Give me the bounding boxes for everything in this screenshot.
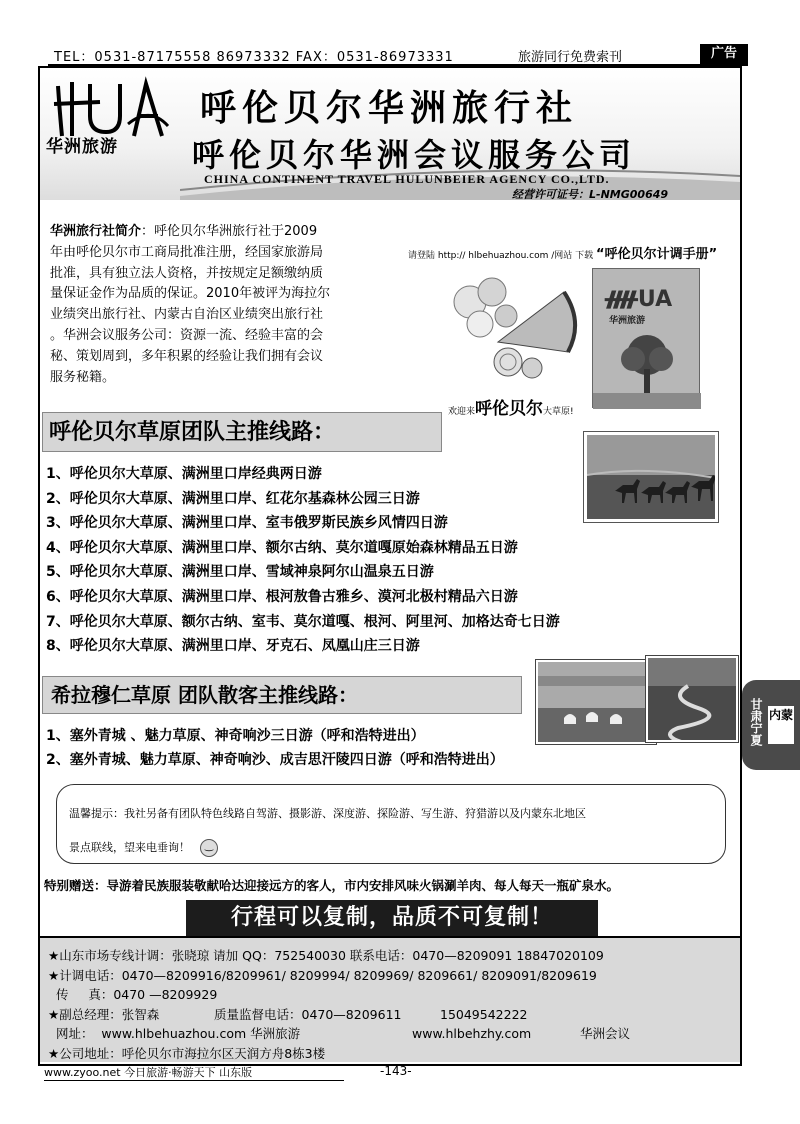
route-item: 3、呼伦贝尔大草原、满洲里口岸、室韦俄罗斯民族乡风情四日游: [46, 515, 448, 532]
contact-line: ★山东市场专线计调：张晓琼 请加 QQ：752540030 联系电话：0470—8209091 18847020109: [48, 948, 604, 963]
river-grassland-photo: [646, 656, 738, 742]
hulunbuir-route-list: [46, 462, 560, 659]
slogan-banner: 行程可以复制，品质不可复制！: [186, 900, 598, 936]
xilamuren-route-list: [46, 724, 504, 772]
region-tab-regions: 甘肃宁夏: [749, 698, 763, 746]
handbook-cover-image: [592, 268, 700, 408]
horses-photo: [584, 432, 718, 522]
free-catalog-text: 旅游同行免费索刊: [518, 50, 623, 65]
tips-line-2: 景点联线，望来电垂询！‿: [69, 831, 725, 865]
tips-box: [56, 784, 726, 864]
book-logo-text: 华洲旅游: [609, 316, 646, 326]
intro-line: 秘、策划周到，多年积累的经验让我们拥有会议: [50, 348, 324, 364]
route-item: 5、呼伦贝尔大草原、满洲里口岸、雪域神泉阿尔山温泉五日游: [46, 564, 434, 581]
agency-english-name: CHINA CONTINENT TRAVEL HULUNBEIER AGENCY CO.,LTD.: [204, 172, 610, 186]
route-item: 1、呼伦贝尔大草原、满洲里口岸经典两日游: [46, 466, 322, 482]
special-gift-text: 特别赠送：导游着民族服装敬献哈达迎接远方的客人，市内安排风味火锅涮羊肉、每人每天一瓶矿泉水。: [44, 878, 620, 893]
contact-line: 传 真：0470 —8209929: [48, 987, 218, 1003]
route-item: 2、塞外青城、魅力草原、神奇响沙、成吉思汗陵四日游（呼和浩特进出）: [46, 752, 504, 768]
intro-line: 批准，具有独立法人资格，并按规定足额缴纳质: [50, 265, 324, 281]
region-side-tab: [742, 680, 800, 770]
contact-line: 网址： www.hlbehuazhou.com 华洲旅游 www.hlbehzhy.com 华洲会议: [48, 1026, 631, 1042]
welcome-place: 呼伦贝尔: [475, 399, 544, 419]
intro-paragraph: [50, 222, 410, 388]
section-hulunbuir-routes-title: 呼伦贝尔草原团队主推线路：: [42, 412, 442, 452]
balloon-cone-illustration: [448, 272, 584, 390]
intro-line: 年由呼伦贝尔市工商局批准注册，经国家旅游局: [50, 244, 324, 260]
download-note: 请登陆 http:// hlbehuazhou.com /网站 下载 “呼伦贝尔计调手册”: [408, 247, 718, 262]
tree-icon: [593, 329, 701, 409]
welcome-caption: 欢迎来呼伦贝尔大草原!: [448, 399, 574, 419]
page-number: -143-: [380, 1064, 412, 1078]
book-logo-mark: ᚎUA: [605, 287, 673, 312]
intro-heading: 华洲旅行社简介: [50, 224, 142, 239]
region-tab-province: 内蒙: [768, 706, 794, 744]
yurt-grassland-photo: [536, 660, 656, 744]
tel-fax-text: TEL：0531-87175558 86973332 FAX：0531-86973331: [54, 50, 454, 65]
contact-line: ★副总经理：张智森 质量监督电话：0470—8209611 15049542222: [48, 1006, 528, 1022]
license-number: 经营许可证号：L-NMG00649: [512, 188, 669, 201]
intro-line: 业绩突出旅行社、内蒙古自治区业绩突出旅行社: [50, 307, 324, 323]
intro-line: 量保证金作为品质的保证。2010年被评为海拉尔: [50, 286, 331, 302]
route-item: 1、塞外青城 、魅力草原、神奇响沙三日游（呼和浩特进出）: [46, 728, 425, 744]
contact-line: ★公司地址：呼伦贝尔市海拉尔区天润方舟8栋3楼: [48, 1045, 326, 1061]
contact-line: ★计调电话：0470—8209916/8209961/ 8209994/ 8209969/ 8209661/ 8209091/8209619: [48, 967, 597, 983]
horses-scene-icon: [587, 435, 718, 522]
route-item: 8、呼伦贝尔大草原、满洲里口岸、牙克石、凤凰山庄三日游: [46, 638, 420, 655]
route-item: 2、呼伦贝尔大草原、满洲里口岸、红花尔基森林公园三日游: [46, 490, 420, 507]
footer-rule: [44, 1080, 344, 1081]
smiley-icon: [200, 839, 218, 857]
intro-line: 服务秘籍。: [50, 369, 116, 385]
conference-company-title: 呼伦贝尔华洲会议服务公司: [192, 136, 637, 174]
contact-panel: [40, 936, 740, 1062]
intro-line: 。华洲会议服务公司：资源一流、经验丰富的会: [50, 327, 324, 343]
route-item: 6、呼伦贝尔大草原、满洲里口岸、根河敖鲁古雅乡、漠河北极村精品六日游: [46, 588, 518, 605]
yurt-scene-icon: [538, 662, 656, 744]
handbook-title: “呼伦贝尔计调手册”: [596, 247, 718, 262]
route-item: 7、呼伦贝尔大草原、额尔古纳、室韦、莫尔道嘎、根河、阿里河、加格达奇七日游: [46, 613, 560, 630]
logo-text: 华洲旅游: [46, 137, 118, 157]
route-item: 4、呼伦贝尔大草原、满洲里口岸、额尔古纳、莫尔道嘎原始森林精品五日游: [46, 539, 518, 556]
ad-label: 广告: [700, 44, 748, 64]
intro-line: 华洲旅行社简介：呼伦贝尔华洲旅行社于2009: [50, 224, 318, 239]
river-scene-icon: [648, 658, 738, 742]
top-bar: [48, 44, 748, 64]
agency-title: 呼伦贝尔华洲旅行社: [200, 87, 579, 129]
header-banner: [40, 68, 740, 200]
section-xilamuren-routes-title: 希拉穆仁草原 团队散客主推线路：: [42, 676, 522, 714]
footer-site: www.zyoo.net 今日旅游·畅游天下 山东版: [44, 1066, 253, 1079]
tips-line: 温馨提示：我社另备有团队特色线路自驾游、摄影游、深度游、探险游、写生游、狩猎游以及内蒙东北地区: [69, 807, 586, 820]
